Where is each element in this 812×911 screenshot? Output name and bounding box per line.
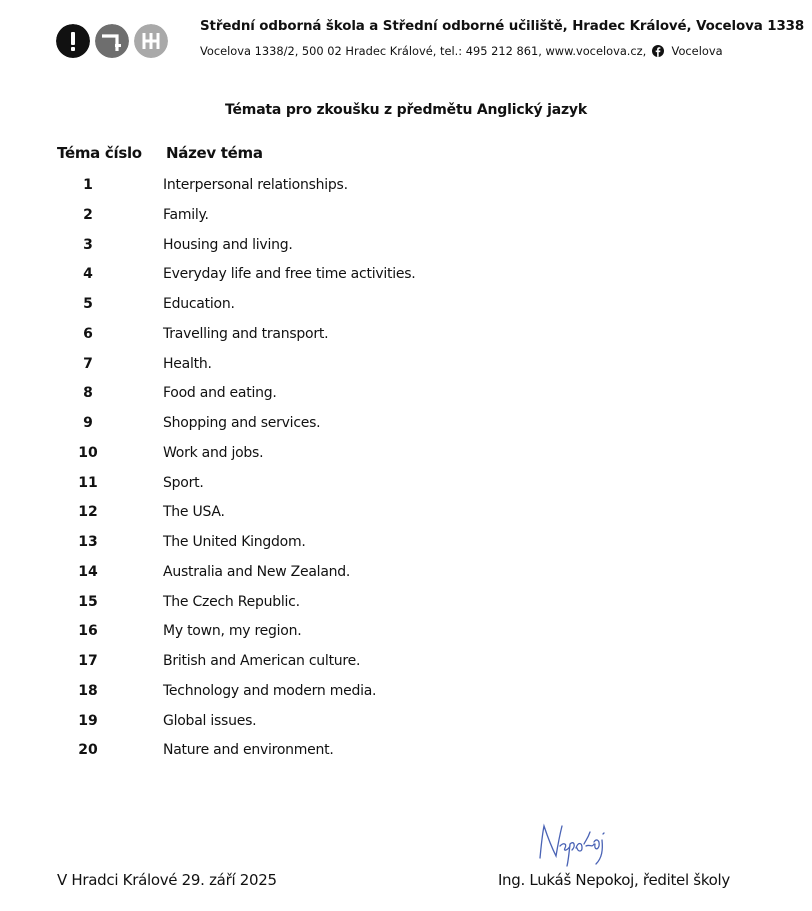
topic-name: Australia and New Zealand. (163, 563, 351, 580)
topic-number: 13 (78, 534, 98, 550)
topic-row (0, 379, 812, 409)
topic-number: 17 (78, 653, 98, 669)
topic-name: Interpersonal relationships. (163, 177, 348, 193)
topic-row (0, 290, 812, 320)
topic-number: 6 (83, 325, 93, 342)
place-and-date: V Hradci Králové 29. září 2025 (57, 871, 277, 889)
topic-number: 9 (83, 415, 93, 431)
topic-row (0, 498, 812, 528)
school-name: Střední odborná škola a Střední odborné učiliště, Hradec Králové, Vocelova 1338 (200, 19, 805, 34)
topic-name: Global issues. (163, 712, 257, 729)
topic-name: The Czech Republic. (163, 593, 300, 610)
topic-name: Health. (163, 355, 212, 372)
topic-name: Food and eating. (163, 385, 277, 402)
topic-number: 5 (83, 296, 93, 312)
topic-name: The United Kingdom. (163, 534, 306, 550)
topic-row (0, 588, 812, 618)
topic-name: My town, my region. (163, 623, 302, 640)
topic-number: 3 (83, 236, 93, 253)
school-contact (200, 44, 750, 58)
topic-name: The USA. (163, 504, 225, 521)
topic-row (0, 558, 812, 588)
topic-number: 14 (78, 563, 98, 580)
director-signature (532, 814, 612, 868)
info-logo-icon (56, 24, 90, 58)
signatory: Ing. Lukáš Nepokoj, ředitel školy (497, 871, 730, 889)
topic-number: 4 (83, 266, 93, 283)
topic-number: 16 (78, 623, 98, 640)
topic-row (0, 647, 812, 677)
topic-row (0, 528, 812, 558)
topic-number: 11 (78, 474, 98, 491)
pipe-logo-icon (95, 24, 129, 58)
topic-number: 2 (83, 206, 93, 223)
topic-name: Family. (163, 206, 209, 223)
facebook-label: Vocelova (671, 44, 723, 58)
gearshift-logo-icon (134, 24, 168, 58)
topics-list (0, 171, 812, 766)
topic-row (0, 231, 812, 261)
topic-name: Housing and living. (163, 236, 293, 253)
topic-row (0, 320, 812, 350)
topic-row (0, 736, 812, 766)
topic-number: 7 (83, 355, 93, 372)
topic-name: Nature and environment. (163, 742, 334, 759)
topic-name: Shopping and services. (163, 415, 321, 431)
topic-number: 19 (78, 712, 98, 729)
topic-row (0, 707, 812, 737)
topic-number: 18 (78, 682, 98, 699)
topic-number: 1 (83, 177, 93, 193)
topic-row (0, 469, 812, 499)
column-header-name: Název téma (166, 144, 263, 162)
topic-number: 10 (78, 444, 98, 461)
facebook-icon (652, 45, 664, 57)
document-title: Témata pro zkoušku z předmětu Anglický jazyk (225, 102, 587, 118)
topic-row (0, 350, 812, 380)
topic-name: British and American culture. (163, 653, 361, 669)
topic-name: Technology and modern media. (163, 682, 377, 699)
topic-name: Travelling and transport. (163, 325, 329, 342)
topic-name: Everyday life and free time activities. (163, 266, 416, 283)
school-address: Vocelova 1338/2, 500 02 Hradec Králové, tel.: 495 212 861, www.vocelova.cz, (200, 44, 647, 58)
topic-row (0, 171, 812, 201)
topic-row (0, 201, 812, 231)
topic-number: 15 (78, 593, 98, 610)
topic-number: 8 (83, 385, 93, 402)
topic-row (0, 260, 812, 290)
school-logos (56, 24, 168, 58)
topic-name: Work and jobs. (163, 444, 264, 461)
topic-row (0, 677, 812, 707)
topic-number: 20 (78, 742, 98, 759)
letterhead (56, 18, 805, 68)
topic-row (0, 409, 812, 439)
topic-row (0, 439, 812, 469)
topic-name: Sport. (163, 474, 204, 491)
topic-row (0, 617, 812, 647)
topic-number: 12 (78, 504, 98, 521)
topic-name: Education. (163, 296, 235, 312)
column-header-number: Téma číslo (57, 144, 142, 162)
